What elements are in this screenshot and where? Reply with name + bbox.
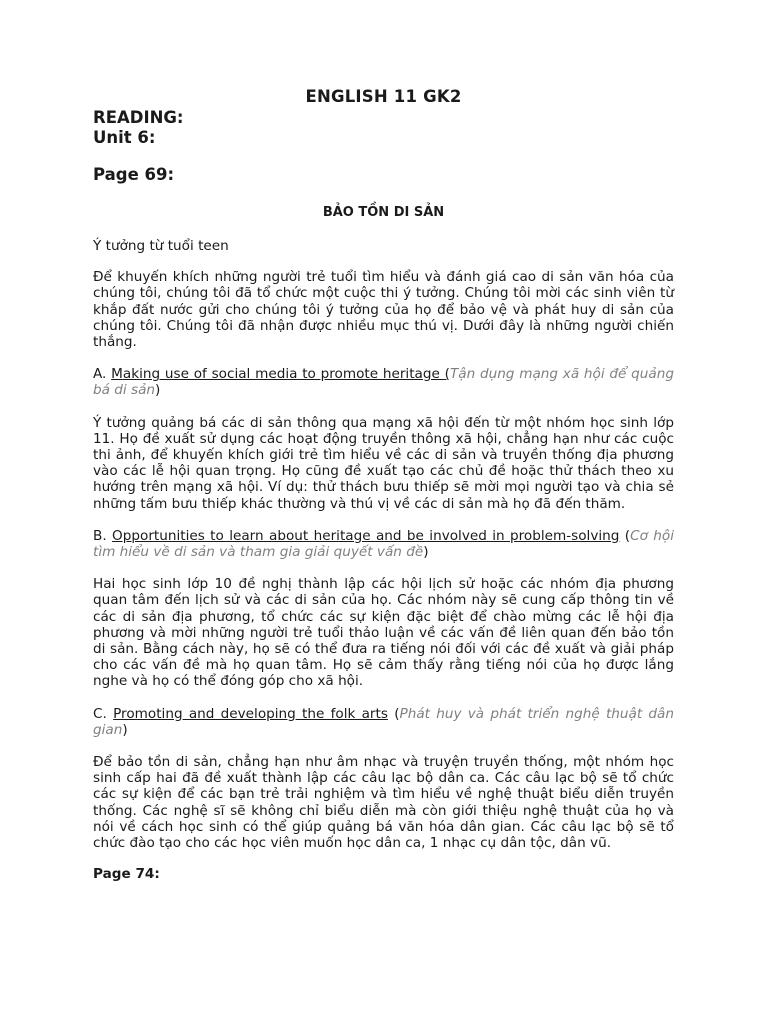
section-a-english-title: Making use of social media to promote heritage — [111, 366, 445, 383]
section-b-english-title: Opportunities to learn about heritage and be involved in problem-solving — [112, 527, 620, 544]
section-a-heading — [93, 366, 674, 398]
section-a-close-paren: ) — [155, 382, 161, 399]
section-b-vietnamese-gloss: Cơ hội tìm hiểu về di sản và tham gia giải quyết vấn đề — [93, 527, 675, 561]
intro-paragraph: Để khuyến khích những người trẻ tuổi tìm hiểu và đánh giá cao di sản văn hóa của chúng tôi, chúng tôi đã tổ chức một cuộc thi ý tưởng. Chúng tôi mời các sinh viên từ khắp đất nước gửi cho chúng tôi ý tưởng của họ để bảo vệ và phát huy di sản của chúng tôi. Chúng tôi đã nhận được nhiều mục thú vị. Dưới đây là những người chiến thắng. — [93, 269, 674, 351]
page-74-heading: Page 74: — [93, 866, 160, 883]
section-title: BẢO TỒN DI SẢN — [322, 205, 445, 220]
document-page — [93, 86, 674, 882]
section-b-close-paren: ) — [423, 544, 429, 561]
section-b-heading — [93, 528, 674, 560]
section-c-heading — [93, 706, 674, 738]
unit-heading: Unit 6: — [93, 128, 156, 147]
section-c-letter: C. — [93, 705, 107, 722]
document-title: ENGLISH 11 GK2 — [305, 87, 462, 106]
section-b-open-paren: ( — [624, 527, 631, 544]
reading-heading: READING: — [93, 108, 184, 127]
section-a-body: Ý tưởng quảng bá các di sản thông qua mạng xã hội đến từ một nhóm học sinh lớp 11. Họ đề xuất sử dụng các hoạt động truyền thông xã hội, chẳng hạn như các cuộc thi ảnh, để khuyến khích giới trẻ tìm hiểu về các di sản và truyền thống địa phương vào các lễ hội quan trọng. Họ cũng đề xuất tạo các chủ đề hoặc thử thách theo xu hướng trên mạng xã hội. Ví dụ: thử thách bưu thiếp sẽ mời mọi người tạo và chia sẻ những tấm bưu thiếp khác thường và thú vị về các di sản mà họ đã đến thăm. — [93, 414, 674, 512]
section-c-open-paren: ( — [394, 705, 400, 722]
page-69-heading: Page 69: — [93, 165, 175, 184]
section-b-letter: B. — [93, 527, 107, 544]
section-b-body: Hai học sinh lớp 10 đề nghị thành lập các hội lịch sử hoặc các nhóm địa phương quan tâm đến lịch sử và các di sản của họ. Các nhóm này sẽ cung cấp thông tin về các di sản địa phương, tổ chức các sự kiện đặc biệt để chào mừng các lễ hội địa phương và mời những người trẻ tuổi thảo luận về các vấn đề liên quan đến bảo tồn di sản. Bằng cách này, họ sẽ có thể đưa ra tiếng nói đối với các đề xuất và giải pháp cho các vấn đề mà họ quan tâm. Họ sẽ cảm thấy rằng tiếng nói của họ được lắng nghe và họ có thể đóng góp cho xã hội. — [93, 576, 674, 690]
section-c-vietnamese-gloss: Phát huy và phát triển nghệ thuật dân gian — [93, 705, 674, 738]
subtitle: Ý tưởng từ tuổi teen — [93, 238, 229, 254]
section-a-vietnamese-gloss: Tận dụng mạng xã hội để quảng bá di sản — [93, 366, 674, 399]
section-c-english-title: Promoting and developing the folk arts — [113, 705, 388, 722]
section-c-close-paren: ) — [122, 721, 128, 738]
section-c-body: Để bảo tồn di sản, chẳng hạn như âm nhạc và truyện truyền thống, một nhóm học sinh cấp hai đã đề xuất thành lập các câu lạc bộ dân ca. Các câu lạc bộ sẽ tổ chức các sự kiện để các bạn trẻ trải nghiệm và tìm hiểu về nghệ thuật biểu diễn truyền thống. Các nghệ sĩ sẽ không chỉ biểu diễn mà còn giới thiệu nghệ thuật của họ và nói về cách học sinh có thể giúp quảng bá văn hóa dân gian. Các câu lạc bộ sẽ tổ chức đào tạo cho các học viên muốn học dân ca, 1 nhạc cụ dân tộc, dân vũ. — [93, 754, 674, 852]
section-a-open-paren: ( — [444, 366, 450, 383]
section-a-letter: A. — [93, 366, 107, 383]
